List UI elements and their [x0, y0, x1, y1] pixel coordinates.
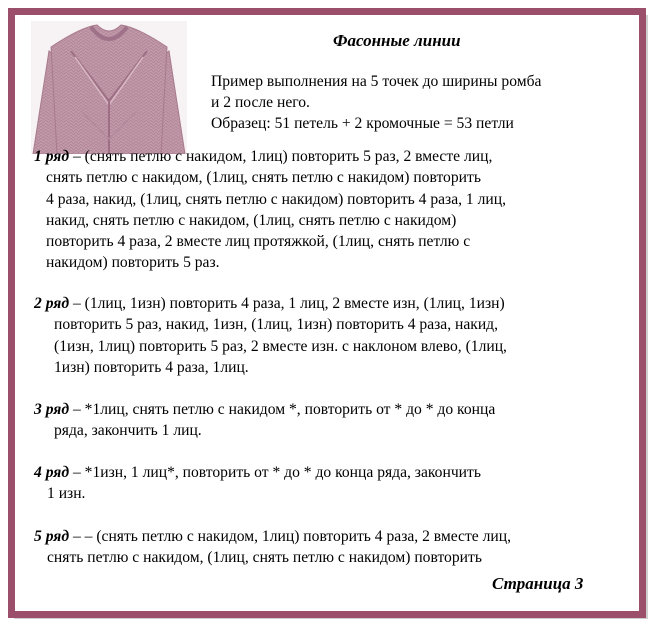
row-text-line: повторить 4 раза, 2 вместе лиц протяжкой, (1лиц, снять петлю с [46, 233, 471, 251]
row-3 [34, 399, 495, 442]
row-1 [34, 146, 506, 274]
row-label: 5 ряд [34, 528, 70, 545]
row-text-line: – *1лиц, снять петлю с накидом *, повторить от * до * до конца [69, 401, 496, 418]
row-text-line: накид, снять петлю с накидом, (1лиц, снять петлю с накидом) [46, 211, 457, 229]
row-text-line: 1 изн. [47, 485, 86, 503]
intro-text [211, 71, 541, 134]
row-text-line: 4 раза, накид, (1лиц, снять петлю с накидом) повторить 4 раза, 1 лиц, [46, 190, 506, 208]
row-5 [34, 526, 511, 569]
row-4 [34, 462, 481, 505]
sweater-photo [31, 21, 187, 154]
row-label: 4 ряд [34, 464, 70, 481]
sweater-illustration [31, 21, 187, 154]
row-text-line: – (1лиц, 1изн) повторить 4 раза, 1 лиц, 2 вместе изн, (1лиц, 1изн) [69, 295, 505, 312]
row-label: 2 ряд [34, 295, 70, 312]
row-2 [34, 293, 507, 378]
pattern-title: Фасонные линии [333, 31, 461, 50]
row-text-line: накидом) повторить 5 раз. [46, 254, 220, 272]
row-text-line: (1изн, 1лиц) повторить 5 раз, 2 вместе изн. с наклоном влево, (1лиц, [54, 337, 507, 355]
row-text-line: повторить 5 раз, накид, 1изн, (1лиц, 1изн) повторить 4 раза, накид, [54, 316, 499, 334]
row-text-line: 1изн) повторить 4 раза, 1лиц. [54, 358, 249, 376]
intro-line: и 2 после него. [211, 94, 310, 111]
row-text-line: снять петлю с накидом, (1лиц, снять петлю с накидом) повторить [46, 169, 481, 187]
row-text-line: ряда, закончить 1 лиц. [54, 422, 202, 440]
intro-line: Пример выполнения на 5 точек до ширины ромба [211, 73, 542, 90]
row-label: 1 ряд [34, 148, 70, 165]
row-text-line: – *1изн, 1 лиц*, повторить от * до * до конца ряда, закончить [69, 464, 481, 481]
intro-line: Образец: 51 петель + 2 кромочные = 53 петли [211, 115, 514, 132]
page-number: Страница 3 [492, 574, 584, 593]
row-text-line: – – (снять петлю с накидом, 1лиц) повторить 4 раза, 2 вместе лиц, [69, 528, 511, 545]
row-label: 3 ряд [34, 401, 70, 418]
row-text-line: – (снять петлю с накидом, 1лиц) повторить 5 раз, 2 вместе лиц, [69, 148, 493, 165]
row-text-line: снять петлю с накидом, (1лиц, снять петлю с накидом) повторить [47, 549, 482, 567]
